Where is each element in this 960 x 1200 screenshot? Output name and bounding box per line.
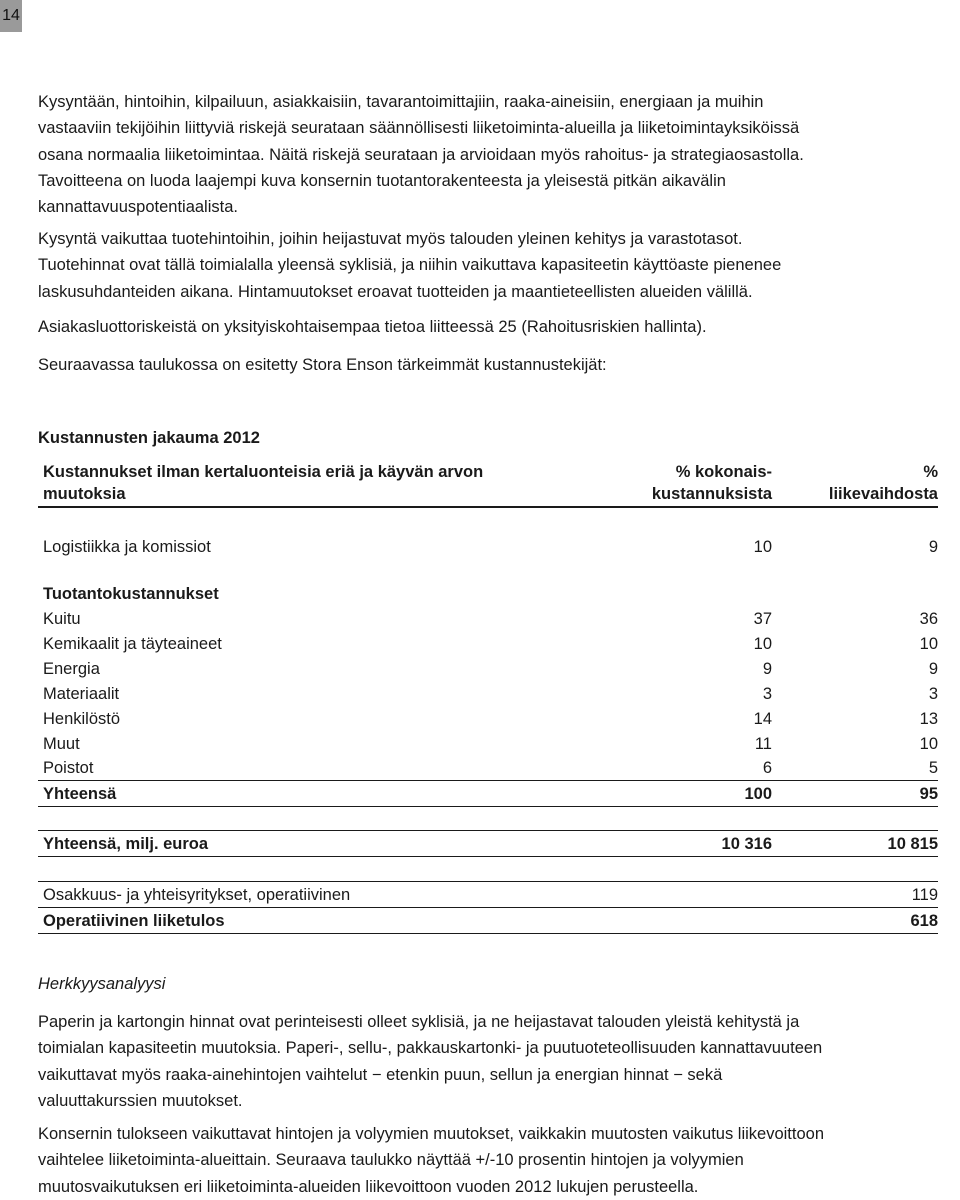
table-row [43,683,938,705]
operating-rule-bottom [38,933,938,934]
header-line: kustannuksista [651,485,772,503]
row-label: Henkilöstö [43,709,121,728]
text-line: vaikuttavat myös raaka-ainehintojen vaihtelut − etenkin puun, sellun ja energian hinnat − sekä [38,1065,723,1084]
row-value-sales: 9 [928,659,938,678]
row-value-sales: 10 [919,634,938,653]
row-label: Operatiivinen liiketulos [43,912,225,930]
row-label: Kemikaalit ja täyteaineet [43,634,222,653]
section-title [43,583,938,605]
text-line: vaihtelee liiketoiminta-alueittain. Seuraava taulukko näyttää +/-10 prosentin hintojen ja volyymien [38,1151,744,1170]
row-value-sales: 9 [928,538,938,556]
header-line: Kustannukset ilman kertaluonteisia eriä ja käyvän arvon [43,463,484,481]
row-value-total-costs: 3 [762,684,772,703]
table-title: Kustannusten jakauma 2012 [38,429,260,447]
row-value: 618 [910,912,938,930]
text-line: Kysyntään, hintoihin, kilpailuun, asiakkaisiin, tavarantoimittajiin, raaka-aineisiin, energiaan ja muihin [38,93,764,111]
table-header-label [43,461,603,505]
row-value: 119 [911,886,938,904]
table-row-total [43,783,938,805]
table-row [43,733,938,755]
text-line: Paperin ja kartongin hinnat ovat perinteisesti olleet syklisiä, ja ne heijastavat talouden yleistä kehitystä ja [38,1013,800,1031]
paragraph-risks [38,89,960,220]
row-value-sales: 10 815 [887,835,938,853]
row-label: Tuotantokustannukset [43,585,219,603]
text-line: Seuraavassa taulukossa on esitetty Stora Enson tärkeimmät kustannustekijät: [38,356,607,374]
table-row-operating-profit [43,910,938,932]
row-value-sales: 5 [928,759,938,778]
row-label: Poistot [43,759,94,778]
table-row [43,757,938,779]
text-line: valuuttakurssien muutokset. [38,1091,243,1110]
text-line: muutosvaikutuksen eri liiketoiminta-alueiden liikevoittoon vuoden 2012 lukujen perusteella. [38,1177,699,1196]
paragraph-sensitivity-2 [38,1121,960,1200]
row-label: Energia [43,659,100,678]
table-header-col1 [652,461,772,505]
row-value-total-costs: 11 [754,734,772,753]
row-label: Muut [43,734,80,753]
row-value-total-costs: 37 [753,610,772,628]
row-value-total-costs: 14 [753,709,772,728]
row-value-total-costs: 6 [762,759,772,778]
paragraph-table-intro [38,352,960,378]
header-line: muutoksia [43,485,126,503]
row-label: Yhteensä [43,785,117,803]
text-line: kannattavuuspotentiaalista. [38,198,238,217]
text-line: Asiakasluottoriskeistä on yksityiskohtaisempaa tietoa liitteessä 25 (Rahoitusriskien hallinta). [38,318,707,336]
paragraph-credit-risk [38,314,960,340]
page-number: 14 [0,0,22,32]
row-value-sales: 3 [928,684,938,703]
meur-rule-top [38,830,938,831]
table-row [43,708,938,730]
row-label: Yhteensä, milj. euroa [43,835,209,853]
row-value-sales: 36 [919,610,938,628]
table-row-total-meur [43,833,938,855]
total-rule-bottom [38,806,938,807]
row-value-total-costs: 10 [753,538,772,556]
header-line: liikevaihdosta [828,485,938,503]
text-line: Kysyntä vaikuttaa tuotehintoihin, joihin heijastuvat myös talouden yleinen kehitys ja varastotasot. [38,230,743,248]
sensitivity-heading: Herkkyysanalyysi [38,975,166,993]
row-label: Kuitu [43,610,81,628]
row-label: Osakkuus- ja yhteisyritykset, operatiivinen [43,886,351,904]
row-value-total-costs: 100 [744,785,772,803]
row-value-sales: 10 [919,734,938,753]
row-label: Materiaalit [43,684,120,703]
header-line: % kokonais- [675,463,772,481]
associates-rule-top [38,881,938,882]
table-row [43,608,938,630]
text-line: toimialan kapasiteetin muutoksia. Paperi-, sellu-, pakkauskartonki- ja puutuoteteollisuuden kannattavuuteen [38,1039,823,1058]
table-row-logistics [43,536,938,558]
text-line: laskusuhdanteiden aikana. Hintamuutokset eroavat tuotteiden ja maantieteellisten alueiden välillä. [38,282,753,301]
text-line: Tuotehinnat ovat tällä toimialalla yleensä syklisiä, ja niihin vaikuttava kapasiteetin käyttöaste pienenee [38,256,782,275]
row-value-total-costs: 10 [753,634,772,653]
row-value-total-costs: 10 316 [721,835,772,853]
table-row [43,658,938,680]
table-row-associates [43,884,938,906]
header-rule [38,506,938,508]
text-line: Tavoitteena on luoda laajempi kuva konsernin tuotantorakenteesta ja yleisestä pitkän aikavälin [38,171,726,190]
header-line: % [923,463,938,481]
paragraph-sensitivity-1 [38,1009,960,1114]
table-row [43,633,938,655]
text-line: Konsernin tulokseen vaikuttavat hintojen ja volyymien muutokset, vaikkakin muutosten vaikutus liikevoittoon [38,1125,824,1143]
row-value-sales: 13 [919,709,938,728]
row-value-sales: 95 [919,785,938,803]
row-label: Logistiikka ja komissiot [43,538,211,556]
meur-rule-bottom [38,856,938,857]
table-header-col2 [829,461,938,505]
total-rule-top [38,780,938,781]
operating-rule-top [38,907,938,908]
paragraph-demand [38,226,960,305]
text-line: osana normaalia liiketoimintaa. Näitä riskejä seurataan ja arvioidaan myös rahoitus- ja strategiaosastolla. [38,145,804,164]
text-line: vastaaviin tekijöihin liittyviä riskejä seurataan säännöllisesti liiketoiminta-alueilla ja liiketoimintayksiköissä [38,119,800,138]
row-value-total-costs: 9 [762,659,772,678]
